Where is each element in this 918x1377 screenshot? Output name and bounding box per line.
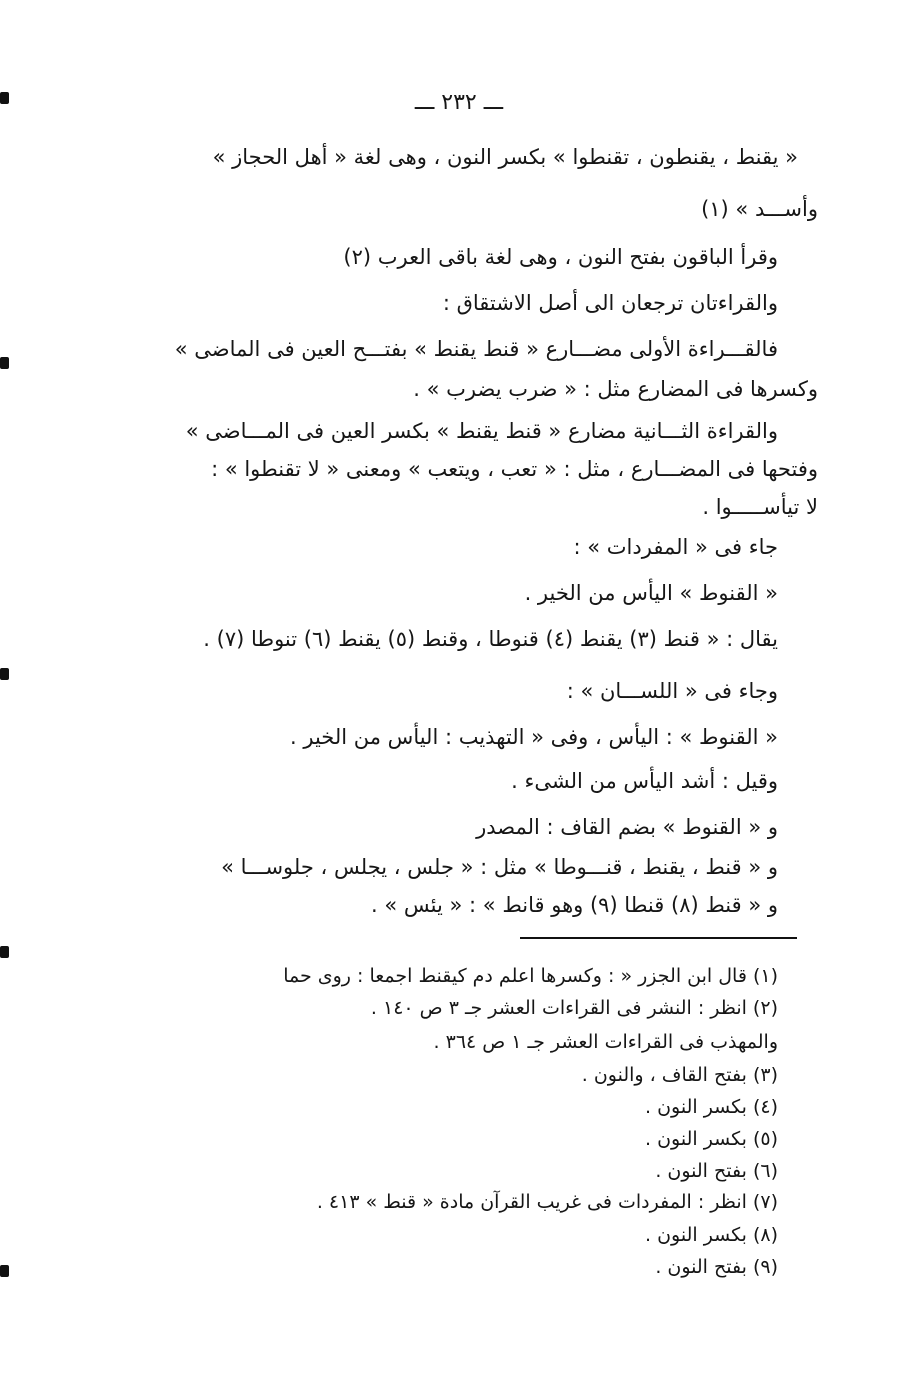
body-line: و « قنط ، يقنط ، قنـــوطا » مثل : « جلس ، يجلس ، جلوســـا » (221, 855, 778, 879)
body-line: وأســـد » (١) (701, 197, 818, 221)
body-line: والقراءة الثـــانية مضارع « قنط يقنط » بكسر العين فى المـــاضى » (185, 419, 778, 443)
body-line: « القنوط » اليأس من الخير . (524, 581, 778, 605)
footnote: (٥) بكسر النون . (645, 1128, 778, 1150)
footnote: والمهذب فى القراءات العشر جـ ١ ص ٣٦٤ . (433, 1031, 778, 1053)
body-line: وجاء فى « اللســـان » : (566, 679, 778, 703)
page-number: ـــ ٢٣٢ ـــ (414, 90, 504, 115)
body-line: وقرأ الباقون بفتح النون ، وهى لغة باقى العرب (٢) (343, 245, 778, 269)
footnote: (٩) بفتح النون . (655, 1256, 778, 1278)
body-line: لا تيأســـــوا . (702, 495, 818, 519)
footnote: (٦) بفتح النون . (655, 1160, 778, 1182)
body-line: والقراءتان ترجعان الى أصل الاشتقاق : (442, 291, 778, 315)
footnote: (٤) بكسر النون . (645, 1096, 778, 1118)
margin-mark (0, 946, 9, 958)
footnote-separator (520, 937, 797, 939)
footnote: (١) قال ابن الجزر « : وكسرها اعلم دم كيقنط اجمعا : روى حما (283, 965, 778, 987)
body-line: و « قنط (٨) قنطا (٩) وهو قانط » : « يئس » . (371, 893, 778, 917)
footnote: (٣) بفتح القاف ، والنون . (581, 1064, 778, 1086)
body-line: وفتحها فى المضـــارع ، مثل : « تعب ، ويتعب » ومعنى « لا تقنطوا » : (211, 457, 818, 481)
body-line: « القنوط » : اليأس ، وفى « التهذيب : اليأس من الخير . (290, 725, 778, 749)
margin-mark (0, 668, 9, 680)
body-line: وقيل : أشد اليأس من الشىء . (511, 769, 778, 793)
footnote: (٧) انظر : المفردات فى غريب القرآن مادة « قنط » ٤١٣ . (316, 1191, 778, 1213)
body-line: يقال : « قنط (٣) يقنط (٤) قنوطا ، وقنط (٥) يقنط (٦) تنوطا (٧) . (203, 627, 778, 651)
body-line: فالقـــراءة الأولى مضـــارع « قنط يقنط » بفتـــح العين فى الماضى » (174, 337, 778, 361)
footnote: (٨) بكسر النون . (645, 1224, 778, 1246)
margin-mark (0, 1265, 9, 1277)
body-line: وكسرها فى المضارع مثل : « ضرب يضرب » . (413, 377, 818, 401)
footnote: (٢) انظر : النشر فى القراءات العشر جـ ٣ ص ١٤٠ . (370, 997, 778, 1019)
body-line: و « القنوط » بضم القاف : المصدر (476, 815, 778, 839)
margin-mark (0, 357, 9, 369)
body-line: « يقنط ، يقنطون ، تقنطوا » بكسر النون ، وهى لغة « أهل الحجاز » (212, 145, 798, 169)
body-line: جاء فى « المفردات » : (573, 535, 778, 559)
